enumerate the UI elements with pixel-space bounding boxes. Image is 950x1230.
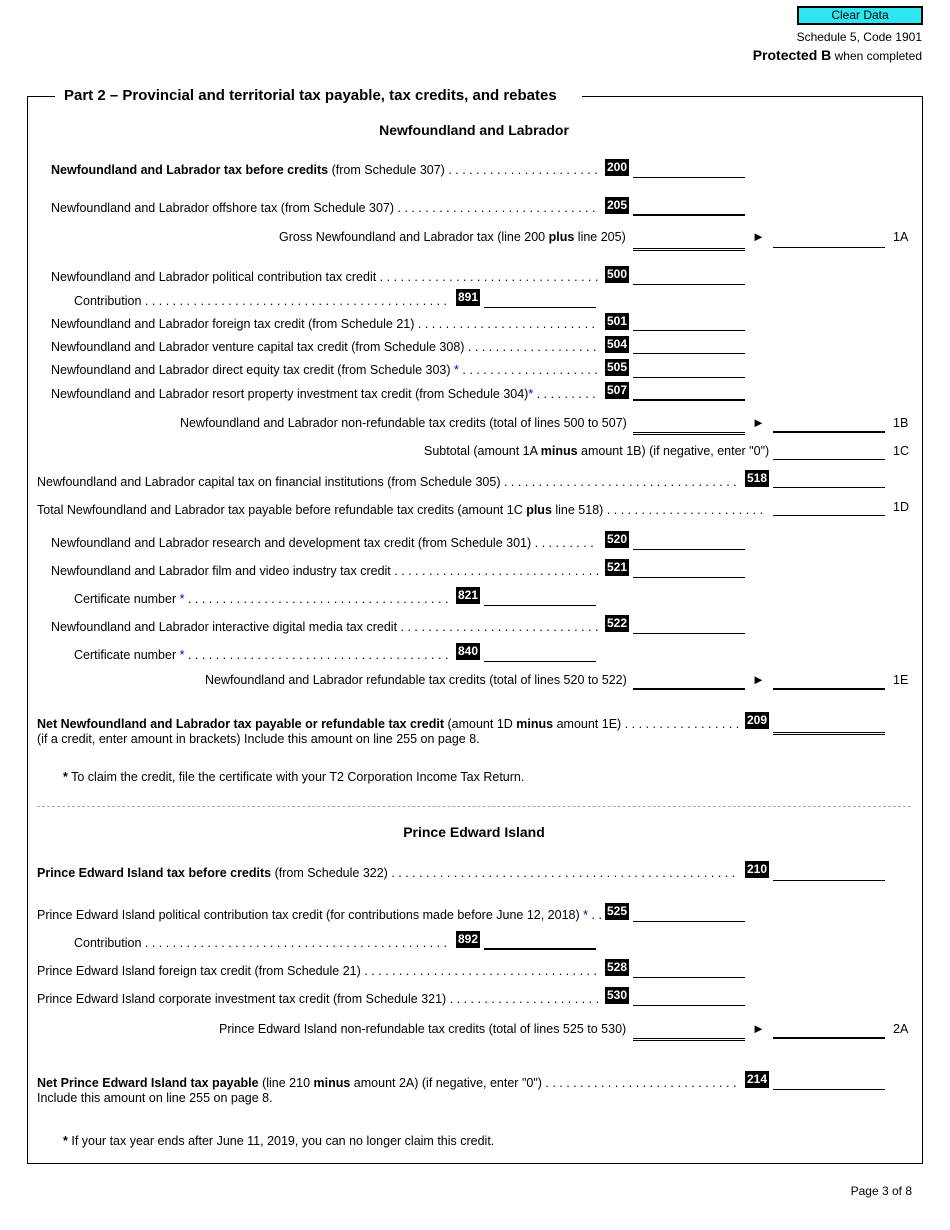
code-209: 209 [747, 713, 768, 727]
nl-line-504-input[interactable] [633, 337, 745, 354]
code-520: 520 [607, 532, 628, 546]
nl-line-521-input[interactable] [633, 561, 745, 578]
nl-l507-text: Newfoundland and Labrador resort property investment tax credit (from Schedule 304) [51, 387, 529, 401]
code-528: 528 [607, 960, 628, 974]
pei-l525-text: Prince Edward Island political contribution tax credit (for contributions made before June 12, 2018) [37, 908, 580, 922]
nl-net-bold: Net Newfoundland and Labrador tax payable or refundable tax credit [37, 717, 445, 731]
code-214: 214 [747, 1072, 768, 1086]
pei-net-b: minus [313, 1076, 351, 1090]
line-id-1b: 1B [893, 416, 909, 430]
star-marker: * [63, 770, 68, 784]
nl-subtotal-label [424, 444, 769, 458]
nl-cert-840-input[interactable] [484, 645, 596, 662]
nl-gross-label [279, 230, 626, 244]
code-530: 530 [607, 988, 628, 1002]
pei-footnote [63, 1134, 494, 1148]
nl-line-500-label: Newfoundland and Labrador political contribution tax credit . . . [51, 270, 598, 284]
nl-refundable-label: Newfoundland and Labrador refundable tax credits (total of lines 520 to 522) [205, 673, 627, 687]
code-500: 500 [607, 267, 628, 281]
nl-sub-a: Subtotal (amount 1A [424, 444, 541, 458]
pei-line-530-label: Prince Edward Island corporate investment tax credit (from Schedule 321) . . . [37, 992, 601, 1006]
pei-l210-rest: (from Schedule 322) [271, 866, 388, 880]
nl-contribution-input[interactable] [484, 291, 596, 308]
nl-line-507-label [51, 387, 598, 401]
nl-net-b: minus [516, 717, 554, 731]
nl-net-c: amount 1E) [553, 717, 622, 731]
nl-amount-1a-input[interactable] [773, 231, 885, 248]
nl-line-504-label: Newfoundland and Labrador venture capital tax credit (from Schedule 308) . . . [51, 340, 598, 354]
line-id-1a: 1A [893, 230, 909, 244]
pei-line-210-label [37, 866, 738, 880]
nl-line-520-label: Newfoundland and Labrador research and development tax credit (from Schedule 301) . . . [51, 536, 598, 550]
nl-gross-subtotal[interactable] [633, 232, 745, 251]
nl-nonref-label: Newfoundland and Labrador non-refundable tax credits (total of lines 500 to 507) [180, 416, 627, 430]
arrow-icon: ► [752, 415, 765, 430]
pei-note-text: If your tax year ends after June 11, 2019, you can no longer claim this credit. [71, 1134, 495, 1148]
nl-sub-c: amount 1B) (if negative, enter "0") [577, 444, 770, 458]
pei-l210-bold: Prince Edward Island tax before credits [37, 866, 272, 880]
arrow-icon: ► [752, 672, 765, 687]
code-210: 210 [747, 862, 768, 876]
line-id-1c: 1C [893, 444, 909, 458]
nl-total-label [37, 503, 764, 517]
nl-line-501-label: Newfoundland and Labrador foreign tax credit (from Schedule 21) . . . [51, 317, 598, 331]
star-marker: * [454, 363, 459, 377]
code-505: 505 [607, 360, 628, 374]
pei-line-525-label [37, 908, 601, 922]
nl-line-522-label: Newfoundland and Labrador interactive digital media tax credit . . . [51, 620, 598, 634]
nl-amount-1c-input[interactable] [773, 443, 885, 460]
star-marker: * [179, 592, 185, 606]
arrow-icon: ► [752, 1021, 765, 1036]
pei-nonref-subtotal[interactable] [633, 1022, 745, 1041]
star-marker: * [179, 648, 185, 662]
pei-net-label [37, 1076, 738, 1090]
line-id-2a: 2A [893, 1022, 909, 1036]
code-507: 507 [607, 383, 628, 397]
nl-sub-b: minus [540, 444, 578, 458]
nl-line-500-input[interactable] [633, 268, 745, 285]
frame-top-right [582, 96, 922, 97]
pei-net-note: Include this amount on line 255 on page 8. [37, 1091, 273, 1105]
nl-cert-text: Certificate number [74, 592, 177, 606]
nl-line-521-label: Newfoundland and Labrador film and video industry tax credit . . . [51, 564, 598, 578]
protected-notice [753, 47, 922, 63]
nl-line-501-input[interactable] [633, 314, 745, 331]
nl-cert-text: Certificate number [74, 648, 177, 662]
nl-cert-840-label [74, 648, 450, 662]
code-504: 504 [607, 337, 628, 351]
pei-line-530-input[interactable] [633, 989, 745, 1006]
nl-amount-1e-input[interactable] [773, 672, 885, 690]
nl-note-text: To claim the credit, file the certificate with your T2 Corporation Income Tax Return. [71, 770, 525, 784]
nl-refundable-subtotal[interactable] [633, 672, 745, 690]
line-id-1e: 1E [893, 673, 909, 687]
code-821: 821 [458, 588, 479, 602]
code-522: 522 [607, 616, 628, 630]
nl-line-200-input[interactable] [633, 161, 745, 178]
code-840: 840 [458, 644, 479, 658]
nl-line-520-input[interactable] [633, 533, 745, 550]
code-200: 200 [607, 160, 628, 174]
part-title: Part 2 – Provincial and territorial tax payable, tax credits, and rebates [64, 87, 557, 104]
pei-section-title: Prince Edward Island [403, 824, 545, 840]
nl-net-a: (amount 1D [444, 717, 517, 731]
nl-cert-821-input[interactable] [484, 589, 596, 606]
star-marker: * [528, 387, 534, 401]
nl-gross-b: plus [548, 230, 575, 244]
nl-amount-1b-input[interactable] [773, 415, 885, 433]
nl-line-200-label [51, 163, 598, 177]
nl-l200-rest: (from Schedule 307) [328, 163, 445, 177]
frame-top-left [27, 96, 55, 97]
clear-data-button[interactable]: Clear Data [797, 6, 923, 25]
code-518: 518 [747, 471, 768, 485]
nl-l505-text: Newfoundland and Labrador direct equity tax credit (from Schedule 303) [51, 363, 451, 377]
nl-tot-a: Total Newfoundland and Labrador tax payable before refundable tax credits (amount 1C [37, 503, 527, 517]
nl-line-518-input[interactable] [773, 471, 885, 488]
nl-gross-c: line 205) [574, 230, 626, 244]
pei-line-528-label: Prince Edward Island foreign tax credit (from Schedule 21) . . . [37, 964, 601, 978]
code-525: 525 [607, 904, 628, 918]
star-marker: * [583, 908, 589, 922]
pei-contribution-input[interactable] [484, 932, 596, 950]
schedule-code: Schedule 5, Code 1901 [796, 30, 922, 44]
nl-net-note: (if a credit, enter amount in brackets) Include this amount on line 255 on page 8. [37, 732, 480, 746]
nl-tot-b: plus [526, 503, 552, 517]
nl-gross-a: Gross Newfoundland and Labrador tax (line 200 [279, 230, 549, 244]
protected-bold: Protected B [752, 47, 832, 63]
nl-line-518-label: Newfoundland and Labrador capital tax on financial institutions (from Schedule 305) . . . [37, 475, 738, 489]
nl-line-505-label [51, 363, 598, 377]
protected-rest: when completed [831, 49, 922, 63]
pei-amount-2a-input[interactable] [773, 1021, 885, 1039]
pei-line-214-input[interactable] [773, 1073, 885, 1090]
nl-tot-c: line 518) [551, 503, 604, 517]
section-divider [37, 806, 911, 807]
nl-line-522-input[interactable] [633, 617, 745, 634]
nl-line-209-input[interactable] [773, 716, 885, 735]
nl-amount-1d-input[interactable] [773, 499, 885, 516]
nl-footnote [63, 770, 524, 784]
pei-line-210-input[interactable] [773, 864, 885, 881]
pei-contribution-label: Contribution . . . [74, 936, 450, 950]
nl-nonref-subtotal[interactable] [633, 416, 745, 435]
pei-net-c: amount 2A) (if negative, enter "0") [350, 1076, 542, 1090]
star-marker: * [63, 1134, 68, 1148]
nl-line-505-input[interactable] [633, 361, 745, 378]
code-892: 892 [458, 932, 479, 946]
code-521: 521 [607, 560, 628, 574]
pei-nonref-label: Prince Edward Island non-refundable tax credits (total of lines 525 to 530) [219, 1022, 627, 1036]
code-205: 205 [607, 198, 628, 212]
nl-l200-bold: Newfoundland and Labrador tax before credits [51, 163, 329, 177]
nl-section-title: Newfoundland and Labrador [379, 122, 569, 138]
pei-net-a: (line 210 [258, 1076, 314, 1090]
code-501: 501 [607, 314, 628, 328]
nl-line-507-input[interactable] [633, 383, 745, 401]
nl-cert-821-label [74, 592, 450, 606]
nl-line-205-label: Newfoundland and Labrador offshore tax (from Schedule 307) . . . [51, 201, 598, 215]
nl-contribution-label: Contribution . . . [74, 294, 450, 308]
pei-line-525-input[interactable] [633, 905, 745, 922]
arrow-icon: ► [752, 229, 765, 244]
pei-line-528-input[interactable] [633, 961, 745, 978]
nl-line-205-input[interactable] [633, 198, 745, 216]
pei-net-bold: Net Prince Edward Island tax payable [37, 1076, 259, 1090]
line-id-1d: 1D [893, 500, 909, 514]
nl-net-label [37, 717, 738, 731]
page-number: Page 3 of 8 [850, 1184, 912, 1198]
code-891: 891 [458, 290, 479, 304]
